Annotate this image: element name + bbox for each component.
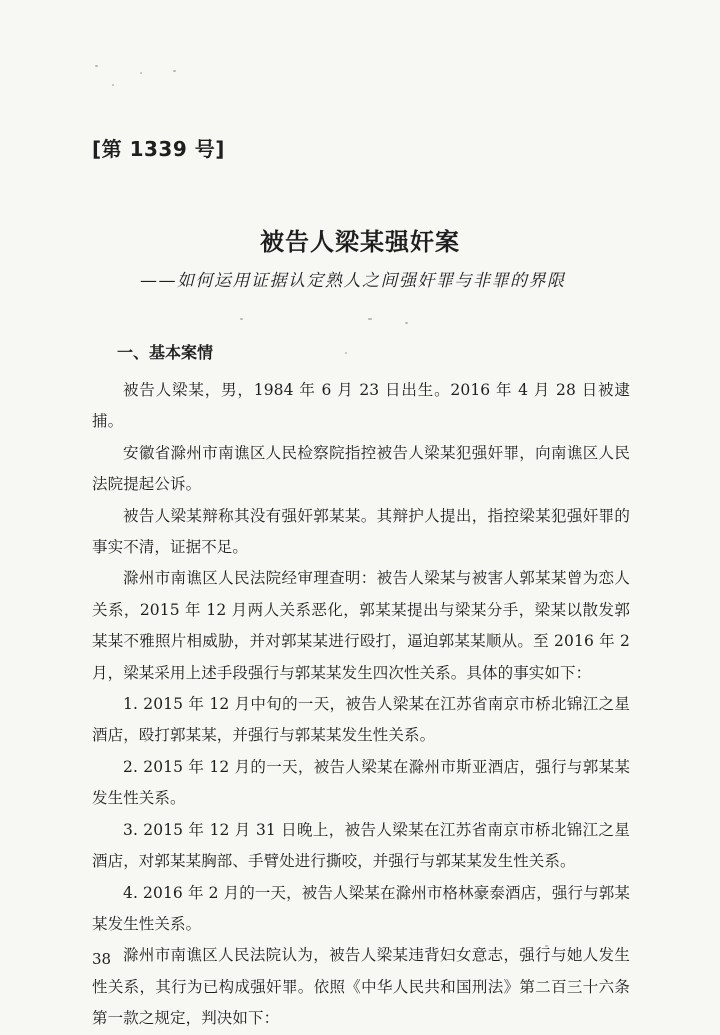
paragraph-fact-3: 3. 2015 年 12 月 31 日晚上，被告人梁某在江苏省南京市桥北锦江之星酒店，对郭某某胸部、手臂处进行撕咬，并强行与郭某某发生性关系。 [92,820,630,871]
scan-speckle [140,72,142,74]
page-subtitle: ——如何运用证据认定熟人之间强奸罪与非罪的界限 [140,271,566,291]
paragraph-fact-1: 1. 2015 年 12 月中旬的一天，被告人梁某在江苏省南京市桥北锦江之星酒店，殴打郭某某，并强行与郭某某发生性关系。 [92,695,630,745]
page-title: 被告人梁某强奸案 [260,227,460,256]
paragraph-court-findings: 滁州市南谯区人民法院经审理查明：被告人梁某与被害人郭某某曾为恋人关系，2015 年 12 月两人关系恶化，郭某某提出与梁某分手，梁某以散发郭某某不雅照片相威胁，并对郭某某进行殴打，逼迫郭某某顺从。至 2016 年 2 月，梁某采用上述手段强行与郭某某发生四次性关系。具体的事实如下： [92,569,630,682]
paragraph-defendant-info: 被告人梁某，男，1984 年 6 月 23 日出生。2016 年 4 月 28 日被逮捕。 [92,381,630,431]
paragraph-fact-2: 2. 2015 年 12 月的一天，被告人梁某在滁州市斯亚酒店，强行与郭某某发生性关系。 [92,757,630,808]
paragraph-defense: 被告人梁某辩称其没有强奸郭某某。其辩护人提出，指控梁某犯强奸罪的事实不清，证据不足。 [92,506,630,557]
scan-speckle [112,84,114,86]
scan-speckle [368,318,372,320]
paragraph-judgment: 滁州市南谯区人民法院认为，被告人梁某违背妇女意志，强行与她人发生性关系，其行为已构成强奸罪。依照《中华人民共和国刑法》第二百三十六条第一款之规定，判决如下： [92,946,630,1028]
scan-speckle [173,70,176,72]
paragraph-fact-4: 4. 2016 年 2 月的一天，被告人梁某在滁州市格林豪泰酒店，强行与郭某某发生性关系。 [92,883,630,933]
section-heading: 一、基本案情 [117,343,214,362]
paragraph-prosecution: 安徽省滁州市南谯区人民检察院指控被告人梁某犯强奸罪，向南谯区人民法院提起公诉。 [92,443,630,494]
scan-speckle [405,322,408,324]
case-number: [第 1339 号] [92,137,225,161]
body-text [92,375,630,1035]
scan-speckle [345,352,347,354]
scan-speckle [95,65,98,67]
scan-speckle [240,318,243,320]
page-number: 38 [92,950,112,968]
